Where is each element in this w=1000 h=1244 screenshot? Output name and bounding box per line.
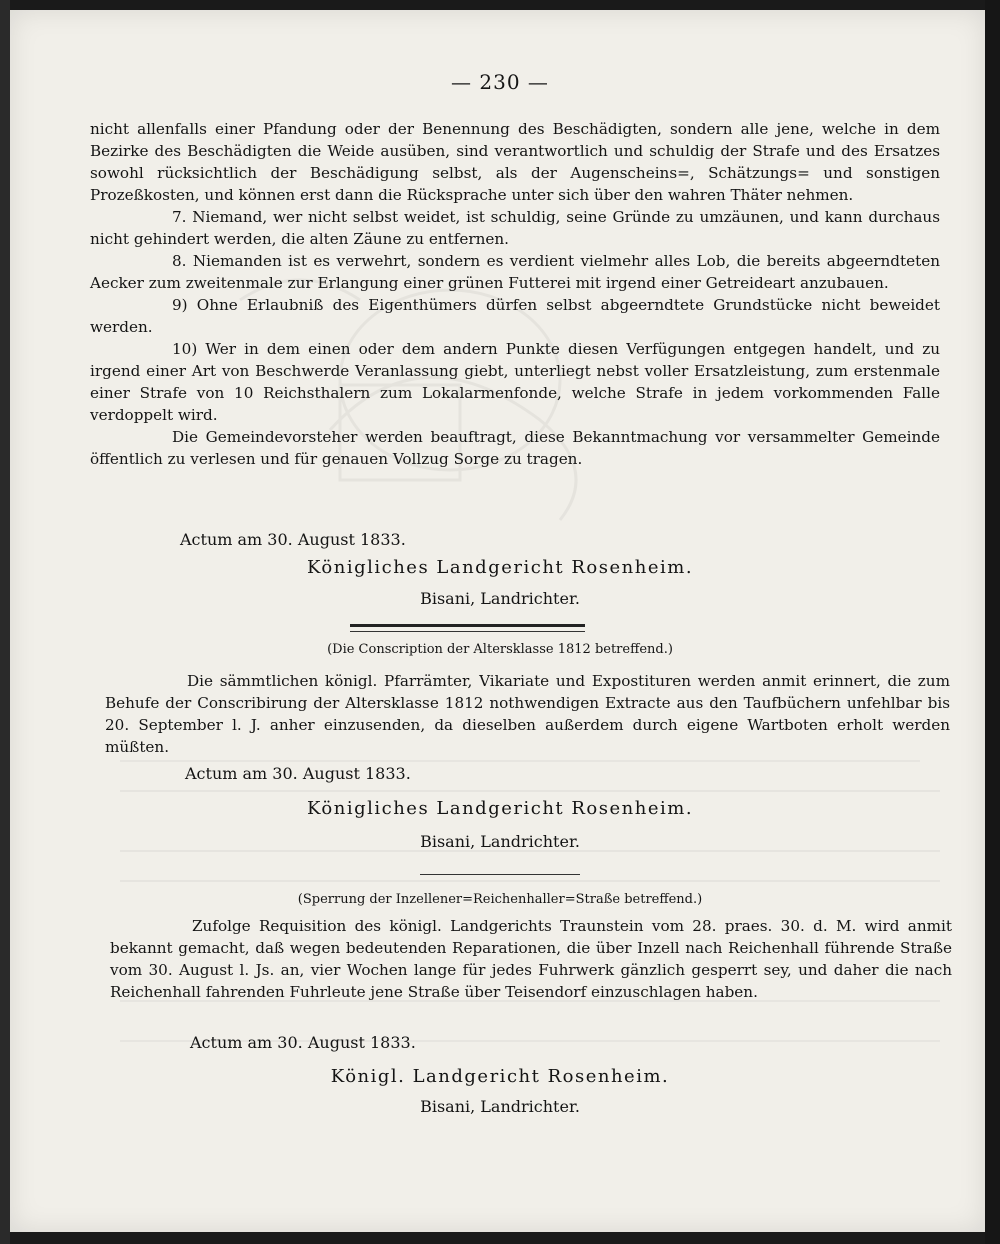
- section3-actum: Actum am 30. August 1833.: [190, 1033, 416, 1052]
- section2-body: [105, 670, 950, 758]
- section2-court: Königliches Landgericht Rosenheim.: [306, 798, 694, 819]
- section2-actum: Actum am 30. August 1833.: [185, 764, 411, 783]
- section1-body: [90, 118, 940, 470]
- section1-paragraph: 10) Wer in dem einen oder dem andern Punkte diesen Verfügungen entgegen handelt, und zu irgend einer Art von Beschwerde Veranlassung giebt, unterliegt nebst voller Ersatzleistung, zum erstenmale einer Strafe von 10 Reichsthalern zum Lokalarmenfonde, welche Strafe in jedem vorkommenden Falle verdoppelt wird.: [90, 340, 940, 424]
- section3-judge: Bisani, Landrichter.: [420, 1097, 580, 1116]
- section3-paragraph: Zufolge Requisition des königl. Landgerichts Traunstein vom 28. praes. 30. d. M. wird anmit bekannt gemacht, daß wegen bedeutenden Reparationen, die über Inzell nach Reichenhall führende Straße vom 30. August l. Js. an, vier Wochen lange für jedes Fuhrwerk gänzlich gesperrt sey, und daher die nach Reichenhall fahrenden Fuhrleute jene Straße über Teisendorf einzuschlagen haben.: [110, 917, 952, 1001]
- section1-paragraph: 9) Ohne Erlaubniß des Eigenthümers dürfen selbst abgeerndtete Grundstücke nicht beweidet werden.: [90, 296, 940, 336]
- section1-court: Königliches Landgericht Rosenheim.: [306, 557, 694, 578]
- section-divider: [350, 631, 585, 632]
- page-number: — 230 —: [451, 70, 549, 94]
- section2-paragraph: Die sämmtlichen königl. Pfarrämter, Vikariate und Expostituren werden anmit erinnert, die zum Behufe der Conscribirung der Altersklasse 1812 nothwendigen Extracte aus den Taufbüchern unfehlbar bis 20. September l. J. anher einzusenden, da dieselben außerdem durch eigene Wartboten erholt werden müßten.: [105, 672, 950, 756]
- section-divider: [350, 624, 585, 627]
- section3-heading: (Sperrung der Inzellener=Reichenhaller=Straße betreffend.): [297, 892, 703, 907]
- section2-heading: (Die Conscription der Altersklasse 1812 betreffend.): [327, 642, 673, 657]
- section3-body: [110, 915, 952, 1003]
- scan-left-edge: [0, 0, 10, 1244]
- section3-court: Königl. Landgericht Rosenheim.: [330, 1066, 670, 1087]
- section1-actum: Actum am 30. August 1833.: [180, 530, 406, 549]
- section1-paragraph: nicht allenfalls einer Pfandung oder der Benennung des Beschädigten, sondern alle jene, welche in dem Bezirke des Beschädigten die Weide ausüben, sind verantwortlich und schuldig der Strafe und des Ersatzes sowohl rücksichtlich der Beschädigung selbst, als der Augenscheins=, Schätzungs= und sonstigen Prozeßkosten, und können erst dann die Rücksprache unter sich über den wahren Thäter nehmen.: [90, 120, 940, 204]
- scan-right-edge: [985, 0, 1000, 1244]
- section1-judge: Bisani, Landrichter.: [420, 589, 580, 608]
- section1-paragraph: Die Gemeindevorsteher werden beauftragt, diese Bekanntmachung vor versammelter Gemeinde öffentlich zu verlesen und für genauen Vollzug Sorge zu tragen.: [90, 428, 940, 468]
- section-divider: [420, 874, 580, 875]
- section1-paragraph: 7. Niemand, wer nicht selbst weidet, ist schuldig, seine Gründe zu umzäunen, und kann durchaus nicht gehindert werden, die alten Zäune zu entfernen.: [90, 208, 940, 248]
- section2-judge: Bisani, Landrichter.: [420, 832, 580, 851]
- section1-paragraph: 8. Niemanden ist es verwehrt, sondern es verdient vielmehr alles Lob, die bereits abgeerndteten Aecker zum zweitenmale zur Erlangung einer grünen Futterei mit irgend einer Getreideart anzubauen.: [90, 252, 940, 292]
